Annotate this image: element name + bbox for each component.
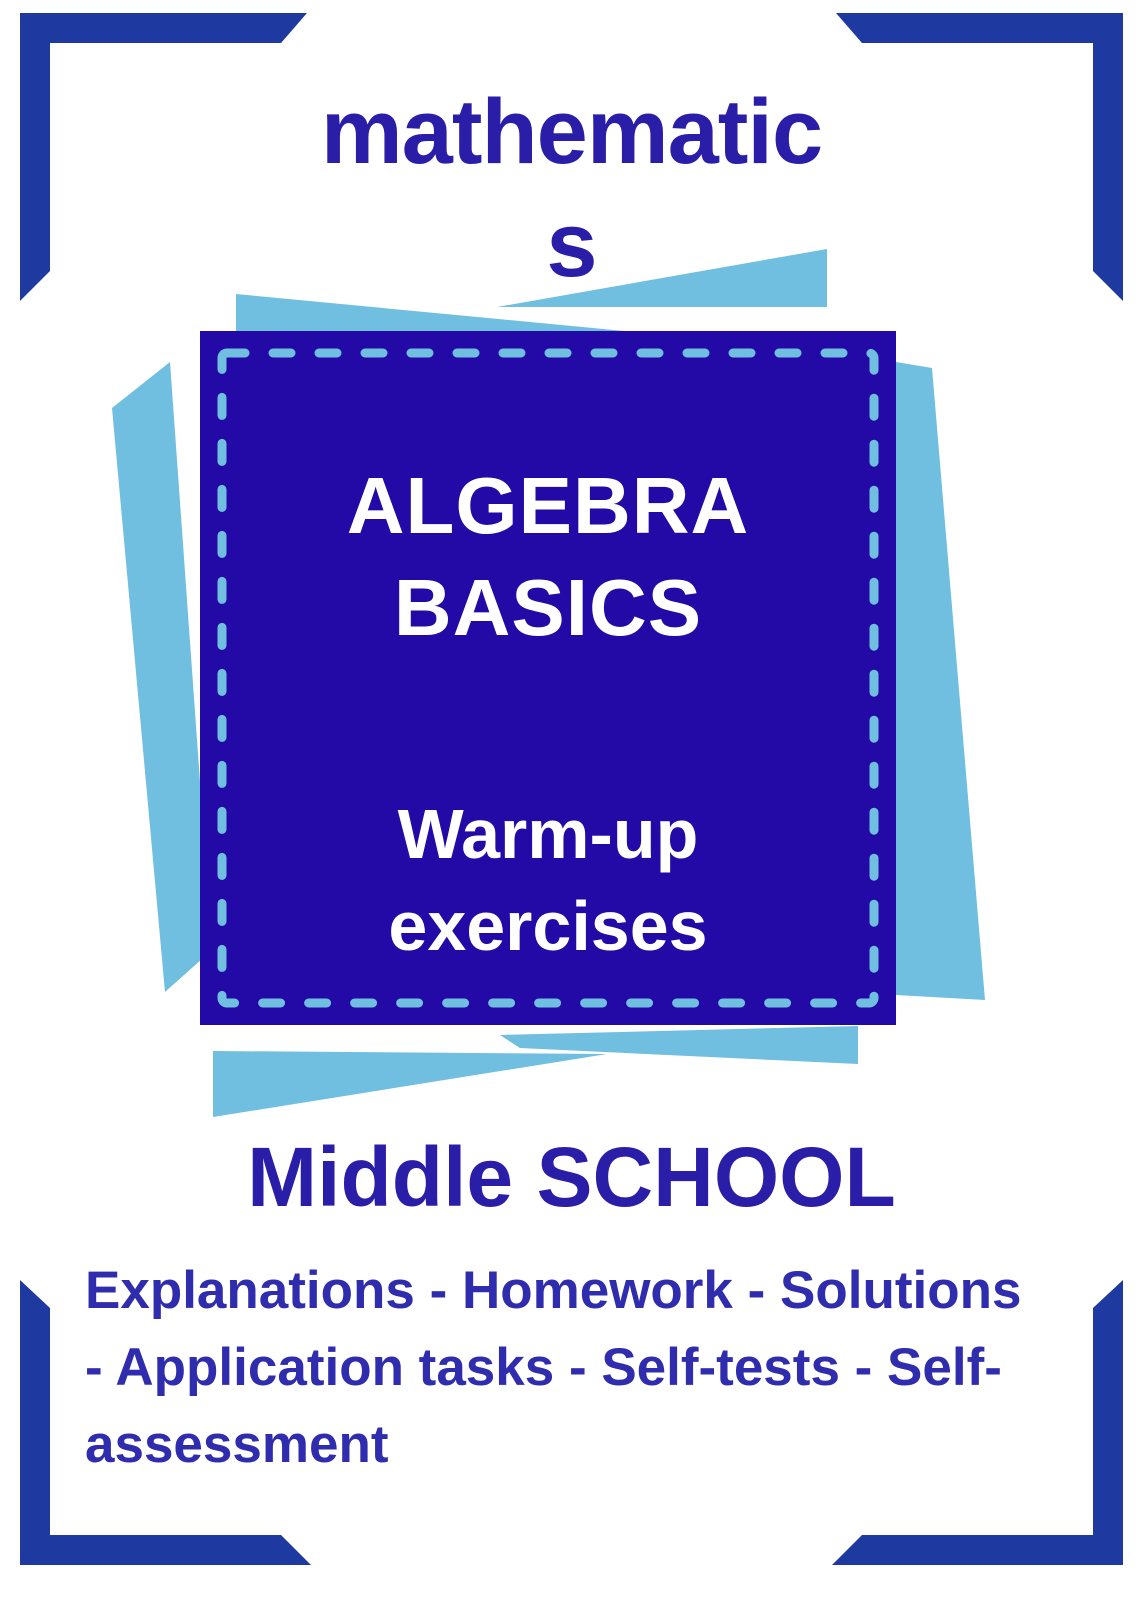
features-line-3: assessment (85, 1415, 389, 1474)
paper-shape-right-strip (896, 362, 985, 1000)
subject-title (0, 76, 1143, 302)
paper-shape-bottom-left-wedge (213, 1051, 607, 1117)
features-line-2: - Application tasks - Self-tests - Self- (85, 1338, 1002, 1397)
features-text (85, 1252, 1050, 1483)
subject-title-line-1: mathematic (320, 81, 823, 183)
level-label: Middle SCHOOL (247, 1130, 896, 1224)
card-subtitle-line-1: Warm-up (397, 795, 699, 873)
features-line-1: Explanations - Homework - Solutions (85, 1261, 1022, 1320)
card-subtitle-line-2: exercises (388, 887, 708, 965)
subject-title-line-2: s (546, 194, 597, 296)
card-heading (200, 455, 896, 659)
paper-shape-left-wedge (112, 362, 212, 992)
card-heading-line-1: ALGEBRA (346, 461, 750, 550)
card-heading-line-2: BASICS (393, 563, 703, 652)
card-subtitle (200, 788, 896, 972)
